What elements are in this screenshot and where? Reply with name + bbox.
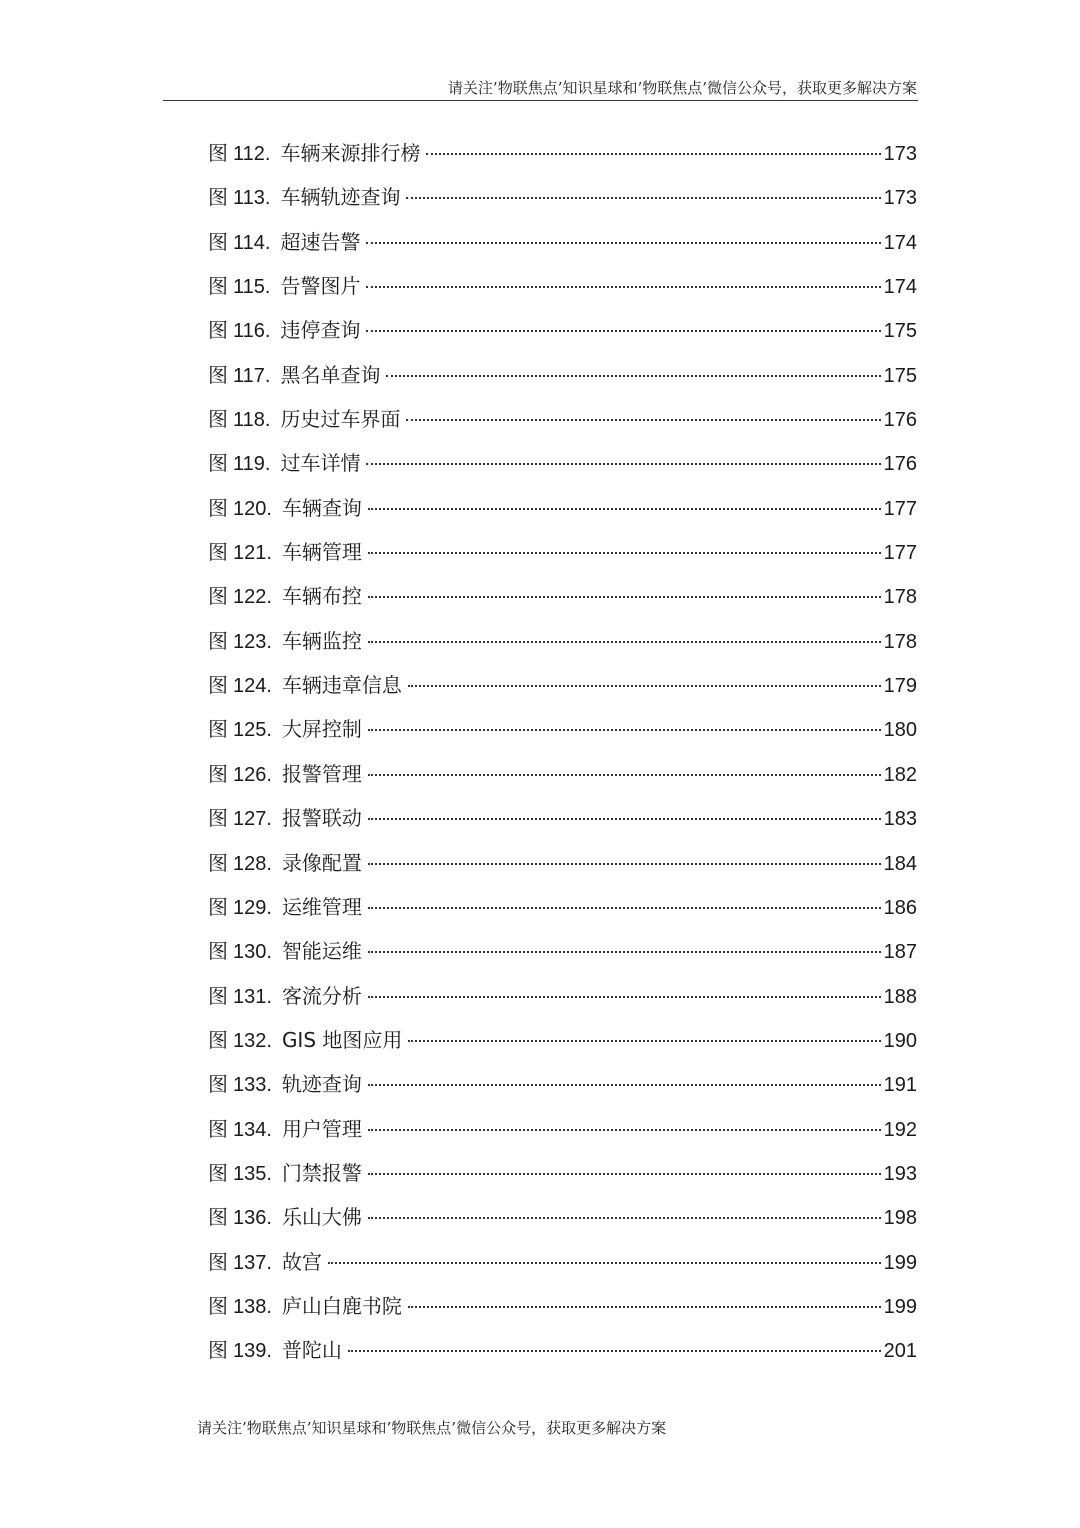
toc-entry[interactable] (208, 1062, 917, 1106)
page-number: 177 (883, 542, 917, 565)
toc-entry[interactable] (208, 308, 917, 352)
figure-number: 130. (233, 941, 272, 964)
toc-entry[interactable] (208, 841, 917, 885)
toc-entry[interactable] (208, 1195, 917, 1239)
figure-title: 门禁报警 (281, 1160, 362, 1185)
figure-title: 轨迹查询 (281, 1072, 362, 1097)
figure-number: 112. (233, 143, 271, 165)
toc-entry[interactable] (208, 796, 917, 840)
figure-prefix: 图 (208, 1160, 228, 1185)
figure-prefix: 图 (208, 141, 228, 165)
toc-entry[interactable] (208, 974, 917, 1018)
figure-title: 车辆违章信息 (281, 673, 402, 698)
figure-title: 车辆监控 (281, 628, 362, 653)
page-number: 175 (883, 364, 917, 387)
page-footer: 请关注’物联焦点’知识星球和’物联焦点’微信公众号，获取更多解决方案 (197, 1419, 667, 1437)
toc-entry[interactable] (208, 530, 917, 574)
dot-leader (426, 153, 880, 155)
figure-number: 127. (233, 808, 272, 831)
page-number: 173 (883, 143, 917, 165)
figure-title: 用户管理 (281, 1116, 362, 1141)
page-number: 175 (883, 320, 917, 343)
figure-prefix: 图 (208, 451, 228, 476)
figure-title: 车辆查询 (281, 495, 362, 520)
figure-number: 118. (233, 409, 271, 432)
page-number: 193 (883, 1162, 917, 1185)
figure-title: 违停查询 (280, 318, 361, 343)
dot-leader (368, 996, 881, 998)
figure-number: 126. (233, 763, 272, 786)
figure-title: 智能运维 (281, 939, 362, 964)
figure-title: 运维管理 (281, 894, 362, 919)
figure-number: 134. (233, 1118, 272, 1141)
page-number: 173 (883, 187, 917, 210)
dot-leader (368, 818, 881, 820)
dot-leader (368, 907, 881, 909)
figure-title: 超速告警 (280, 229, 361, 254)
page-number: 198 (883, 1207, 917, 1230)
toc-entry[interactable] (208, 663, 917, 707)
figure-number: 135. (233, 1162, 272, 1185)
figure-number: 139. (233, 1340, 272, 1363)
figure-number: 114. (233, 231, 271, 254)
toc-entry[interactable] (208, 752, 917, 796)
page-number: 178 (883, 586, 917, 609)
figure-prefix: 图 (208, 229, 228, 254)
page-number: 188 (883, 985, 917, 1008)
figure-title: 车辆管理 (281, 540, 362, 565)
dot-leader (328, 1262, 881, 1264)
figure-title: 过车详情 (280, 451, 361, 476)
figure-prefix: 图 (208, 185, 228, 210)
figure-prefix: 图 (208, 761, 228, 786)
dot-leader (368, 1173, 881, 1175)
dot-leader (366, 330, 880, 332)
figure-title: 故宫 (281, 1249, 322, 1274)
figure-prefix: 图 (208, 1205, 228, 1230)
page-number: 180 (883, 719, 917, 742)
page-number: 174 (883, 231, 917, 254)
page-number: 199 (883, 1251, 917, 1274)
dot-leader (368, 863, 881, 865)
dot-leader (368, 951, 881, 953)
page-number: 183 (883, 808, 917, 831)
page-number: 184 (883, 852, 917, 875)
figure-number: 128. (233, 852, 272, 875)
dot-leader (368, 552, 881, 554)
dot-leader (368, 1084, 881, 1086)
dot-leader (406, 197, 880, 199)
figure-title: 车辆来源排行榜 (280, 141, 421, 165)
figure-prefix: 图 (208, 939, 228, 964)
figure-prefix: 图 (208, 717, 228, 742)
dot-leader (348, 1350, 881, 1352)
figure-prefix: 图 (208, 318, 228, 343)
dot-leader (408, 1306, 881, 1308)
figure-number: 124. (233, 675, 272, 698)
figure-prefix: 图 (208, 540, 228, 565)
dot-leader (408, 685, 881, 687)
toc-entry[interactable] (208, 619, 917, 663)
figure-prefix: 图 (208, 806, 228, 831)
figure-number: 113. (233, 187, 271, 210)
figure-index-list (208, 131, 917, 1373)
figure-title: 车辆布控 (281, 584, 362, 609)
figure-number: 137. (233, 1251, 272, 1274)
figure-number: 122. (233, 586, 272, 609)
figure-number: 132. (233, 1029, 272, 1052)
figure-number: 123. (233, 630, 272, 653)
figure-prefix: 图 (208, 850, 228, 875)
toc-entry[interactable] (208, 1107, 917, 1151)
toc-entry[interactable] (208, 1284, 917, 1328)
dot-leader (368, 508, 881, 510)
figure-prefix: 图 (208, 495, 228, 520)
figure-number: 119. (233, 453, 271, 476)
toc-entry[interactable] (208, 574, 917, 618)
dot-leader (368, 596, 881, 598)
figure-title: 车辆轨迹查询 (280, 185, 401, 210)
dot-leader (366, 242, 880, 244)
dot-leader (368, 1217, 881, 1219)
page-number: 192 (883, 1118, 917, 1141)
toc-entry[interactable] (208, 397, 917, 441)
page-number: 177 (883, 497, 917, 520)
figure-title: 录像配置 (281, 850, 362, 875)
figure-prefix: 图 (208, 673, 228, 698)
toc-entry[interactable] (208, 175, 917, 219)
toc-entry[interactable] (208, 264, 917, 308)
toc-entry[interactable] (208, 353, 917, 397)
figure-number: 120. (233, 497, 272, 520)
figure-number: 136. (233, 1207, 272, 1230)
toc-entry[interactable] (208, 1328, 917, 1372)
toc-entry[interactable] (208, 1240, 917, 1284)
figure-title: 大屏控制 (281, 717, 362, 742)
page-number: 176 (883, 453, 917, 476)
figure-prefix: 图 (208, 274, 228, 299)
figure-prefix: 图 (208, 584, 228, 609)
toc-entry[interactable] (208, 1151, 917, 1195)
toc-entry[interactable] (208, 707, 917, 751)
figure-title: 报警管理 (281, 761, 362, 786)
figure-number: 116. (233, 320, 271, 343)
dot-leader (406, 419, 880, 421)
figure-prefix: 图 (208, 628, 228, 653)
page-number: 178 (883, 630, 917, 653)
figure-prefix: 图 (208, 407, 228, 432)
toc-entry[interactable] (208, 441, 917, 485)
figure-title: GIS 地图应用 (281, 1027, 403, 1052)
figure-prefix: 图 (208, 1293, 228, 1318)
page-number: 182 (883, 763, 917, 786)
figure-prefix: 图 (208, 894, 228, 919)
page-number: 191 (883, 1074, 917, 1097)
figure-number: 138. (233, 1295, 272, 1318)
figure-prefix: 图 (208, 362, 228, 387)
page-number: 187 (883, 941, 917, 964)
figure-title: 普陀山 (281, 1338, 342, 1363)
header-divider (163, 100, 918, 101)
figure-number: 131. (233, 985, 272, 1008)
figure-prefix: 图 (208, 983, 228, 1008)
figure-number: 129. (233, 896, 272, 919)
page-number: 179 (883, 675, 917, 698)
page-number: 186 (883, 896, 917, 919)
dot-leader (366, 286, 880, 288)
dot-leader (368, 729, 881, 731)
figure-title: 客流分析 (281, 983, 362, 1008)
dot-leader (368, 1129, 881, 1131)
dot-leader (366, 463, 880, 465)
dot-leader (408, 1040, 880, 1042)
figure-title: 报警联动 (281, 806, 362, 831)
figure-number: 121. (233, 542, 272, 565)
figure-prefix: 图 (208, 1249, 228, 1274)
toc-entry[interactable] (208, 885, 917, 929)
figure-number: 133. (233, 1074, 272, 1097)
dot-leader (386, 375, 880, 377)
toc-entry[interactable] (208, 486, 917, 530)
page-number: 190 (883, 1029, 917, 1052)
figure-title: 黑名单查询 (280, 362, 381, 387)
dot-leader (368, 774, 881, 776)
figure-title: 乐山大佛 (281, 1205, 362, 1230)
figure-title: 庐山白鹿书院 (281, 1293, 402, 1318)
toc-entry[interactable] (208, 1018, 917, 1062)
figure-title: 告警图片 (280, 274, 361, 299)
figure-prefix: 图 (208, 1027, 228, 1052)
toc-entry[interactable] (208, 220, 917, 264)
dot-leader (368, 641, 881, 643)
page-header: 请关注’物联焦点’知识星球和’物联焦点’微信公众号，获取更多解决方案 (447, 79, 917, 97)
figure-number: 125. (233, 719, 272, 742)
toc-entry[interactable] (208, 131, 917, 175)
figure-prefix: 图 (208, 1072, 228, 1097)
toc-entry[interactable] (208, 929, 917, 973)
figure-prefix: 图 (208, 1338, 228, 1363)
page-number: 176 (883, 409, 917, 432)
figure-prefix: 图 (208, 1116, 228, 1141)
page-number: 201 (883, 1340, 917, 1363)
page-number: 174 (883, 276, 917, 299)
figure-number: 115. (233, 276, 271, 299)
figure-number: 117. (233, 364, 271, 387)
page-number: 199 (883, 1295, 917, 1318)
figure-title: 历史过车界面 (280, 407, 401, 432)
